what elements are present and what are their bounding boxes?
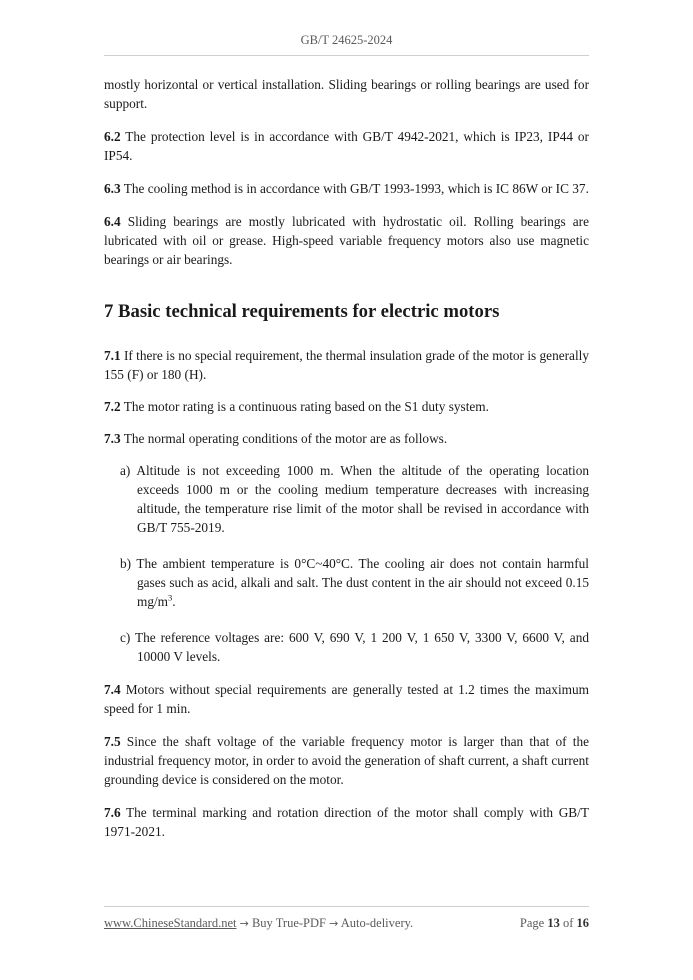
list-item-a: a) Altitude is not exceeding 1000 m. When the altitude of the operating location exceeds 1000 m or the cooling medium temperature decreases with increasing altitude, the temperature rise limit of the motor shall be revised in accordance with GB/T 755-2019. bbox=[120, 463, 589, 535]
clause-7-2 bbox=[104, 397, 589, 416]
page-label: Page bbox=[519, 916, 545, 930]
clause-number: 7.5 bbox=[104, 734, 121, 749]
clause-number: 7.2 bbox=[104, 399, 121, 414]
arrow-right-icon: → bbox=[239, 917, 249, 930]
clause-number: 7.3 bbox=[104, 431, 121, 446]
auto-delivery-text: Auto-delivery. bbox=[340, 916, 414, 930]
clause-6-4 bbox=[104, 212, 589, 269]
list-item-b-text: b) The ambient temperature is 0°C~40°C. The cooling air does not contain harmful gases such as acid, alkali and salt. The dust content in the air should not exceed 0.15 mg/m bbox=[120, 556, 589, 609]
footer-divider bbox=[104, 906, 589, 907]
document-body bbox=[104, 75, 589, 855]
clause-number: 7.4 bbox=[104, 682, 121, 697]
clause-6-3 bbox=[104, 179, 589, 198]
clause-number: 6.2 bbox=[104, 129, 121, 144]
standard-number: GB/T 24625-2024 bbox=[300, 33, 393, 47]
header-divider bbox=[104, 55, 589, 56]
continuation-paragraph: mostly horizontal or vertical installation. Sliding bearings or rolling bearings are used for support. bbox=[104, 77, 589, 111]
page-indicator bbox=[520, 916, 589, 931]
clause-number: 6.4 bbox=[104, 214, 121, 229]
clause-text: The normal operating conditions of the motor are as follows. bbox=[120, 431, 448, 446]
clause-6-2 bbox=[104, 127, 589, 165]
clause-text: The motor rating is a continuous rating based on the S1 duty system. bbox=[120, 399, 489, 414]
page-current: 13 bbox=[547, 916, 560, 930]
section-7-heading: 7 Basic technical requirements for electric motors bbox=[104, 301, 500, 322]
clause-text: Motors without special requirements are generally tested at 1.2 times the maximum speed for 1 min. bbox=[104, 682, 589, 716]
clause-text: If there is no special requirement, the thermal insulation grade of the motor is generally 155 (F) or 180 (H). bbox=[104, 348, 589, 382]
list-item-c: c) The reference voltages are: 600 V, 690 V, 1 200 V, 1 650 V, 3300 V, 6600 V, and 10000 V levels. bbox=[120, 630, 589, 664]
clause-number: 7.1 bbox=[104, 348, 121, 363]
buy-true-pdf-text: Buy True-PDF bbox=[251, 916, 326, 930]
footer-left bbox=[104, 916, 413, 931]
list-item-b bbox=[120, 554, 589, 611]
clause-text: The protection level is in accordance with GB/T 4942-2021, which is IP23, IP44 or IP54. bbox=[104, 129, 589, 163]
website-link[interactable]: www.ChineseStandard.net bbox=[104, 916, 237, 930]
clause-7-5 bbox=[104, 732, 589, 789]
clause-text: The cooling method is in accordance with GB/T 1993-1993, which is IC 86W or IC 37. bbox=[120, 181, 589, 196]
page-total: 16 bbox=[576, 916, 589, 930]
clause-7-4 bbox=[104, 680, 589, 718]
arrow-right-icon: → bbox=[329, 917, 339, 930]
of-label: of bbox=[562, 916, 574, 930]
superscript-3: 3 bbox=[168, 592, 173, 603]
clause-number: 7.6 bbox=[104, 805, 121, 820]
clause-text: Sliding bearings are mostly lubricated with hydrostatic oil. Rolling bearings are lubricated with oil or grease. High-speed variable frequency motors also use magnetic bearings or air bearings. bbox=[104, 214, 589, 267]
clause-7-1 bbox=[104, 346, 589, 384]
clause-text: The terminal marking and rotation direction of the motor shall comply with GB/T 1971-2021. bbox=[104, 805, 589, 839]
clause-text: Since the shaft voltage of the variable frequency motor is larger than that of the industrial frequency motor, in order to avoid the generation of shaft current, a shaft current grounding device is considered on the motor. bbox=[104, 734, 589, 787]
list-item-b-end: . bbox=[172, 594, 176, 609]
clause-7-3 bbox=[104, 429, 589, 448]
clause-7-6 bbox=[104, 803, 589, 841]
page-footer bbox=[104, 916, 589, 931]
page-header bbox=[0, 33, 693, 48]
clause-number: 6.3 bbox=[104, 181, 121, 196]
